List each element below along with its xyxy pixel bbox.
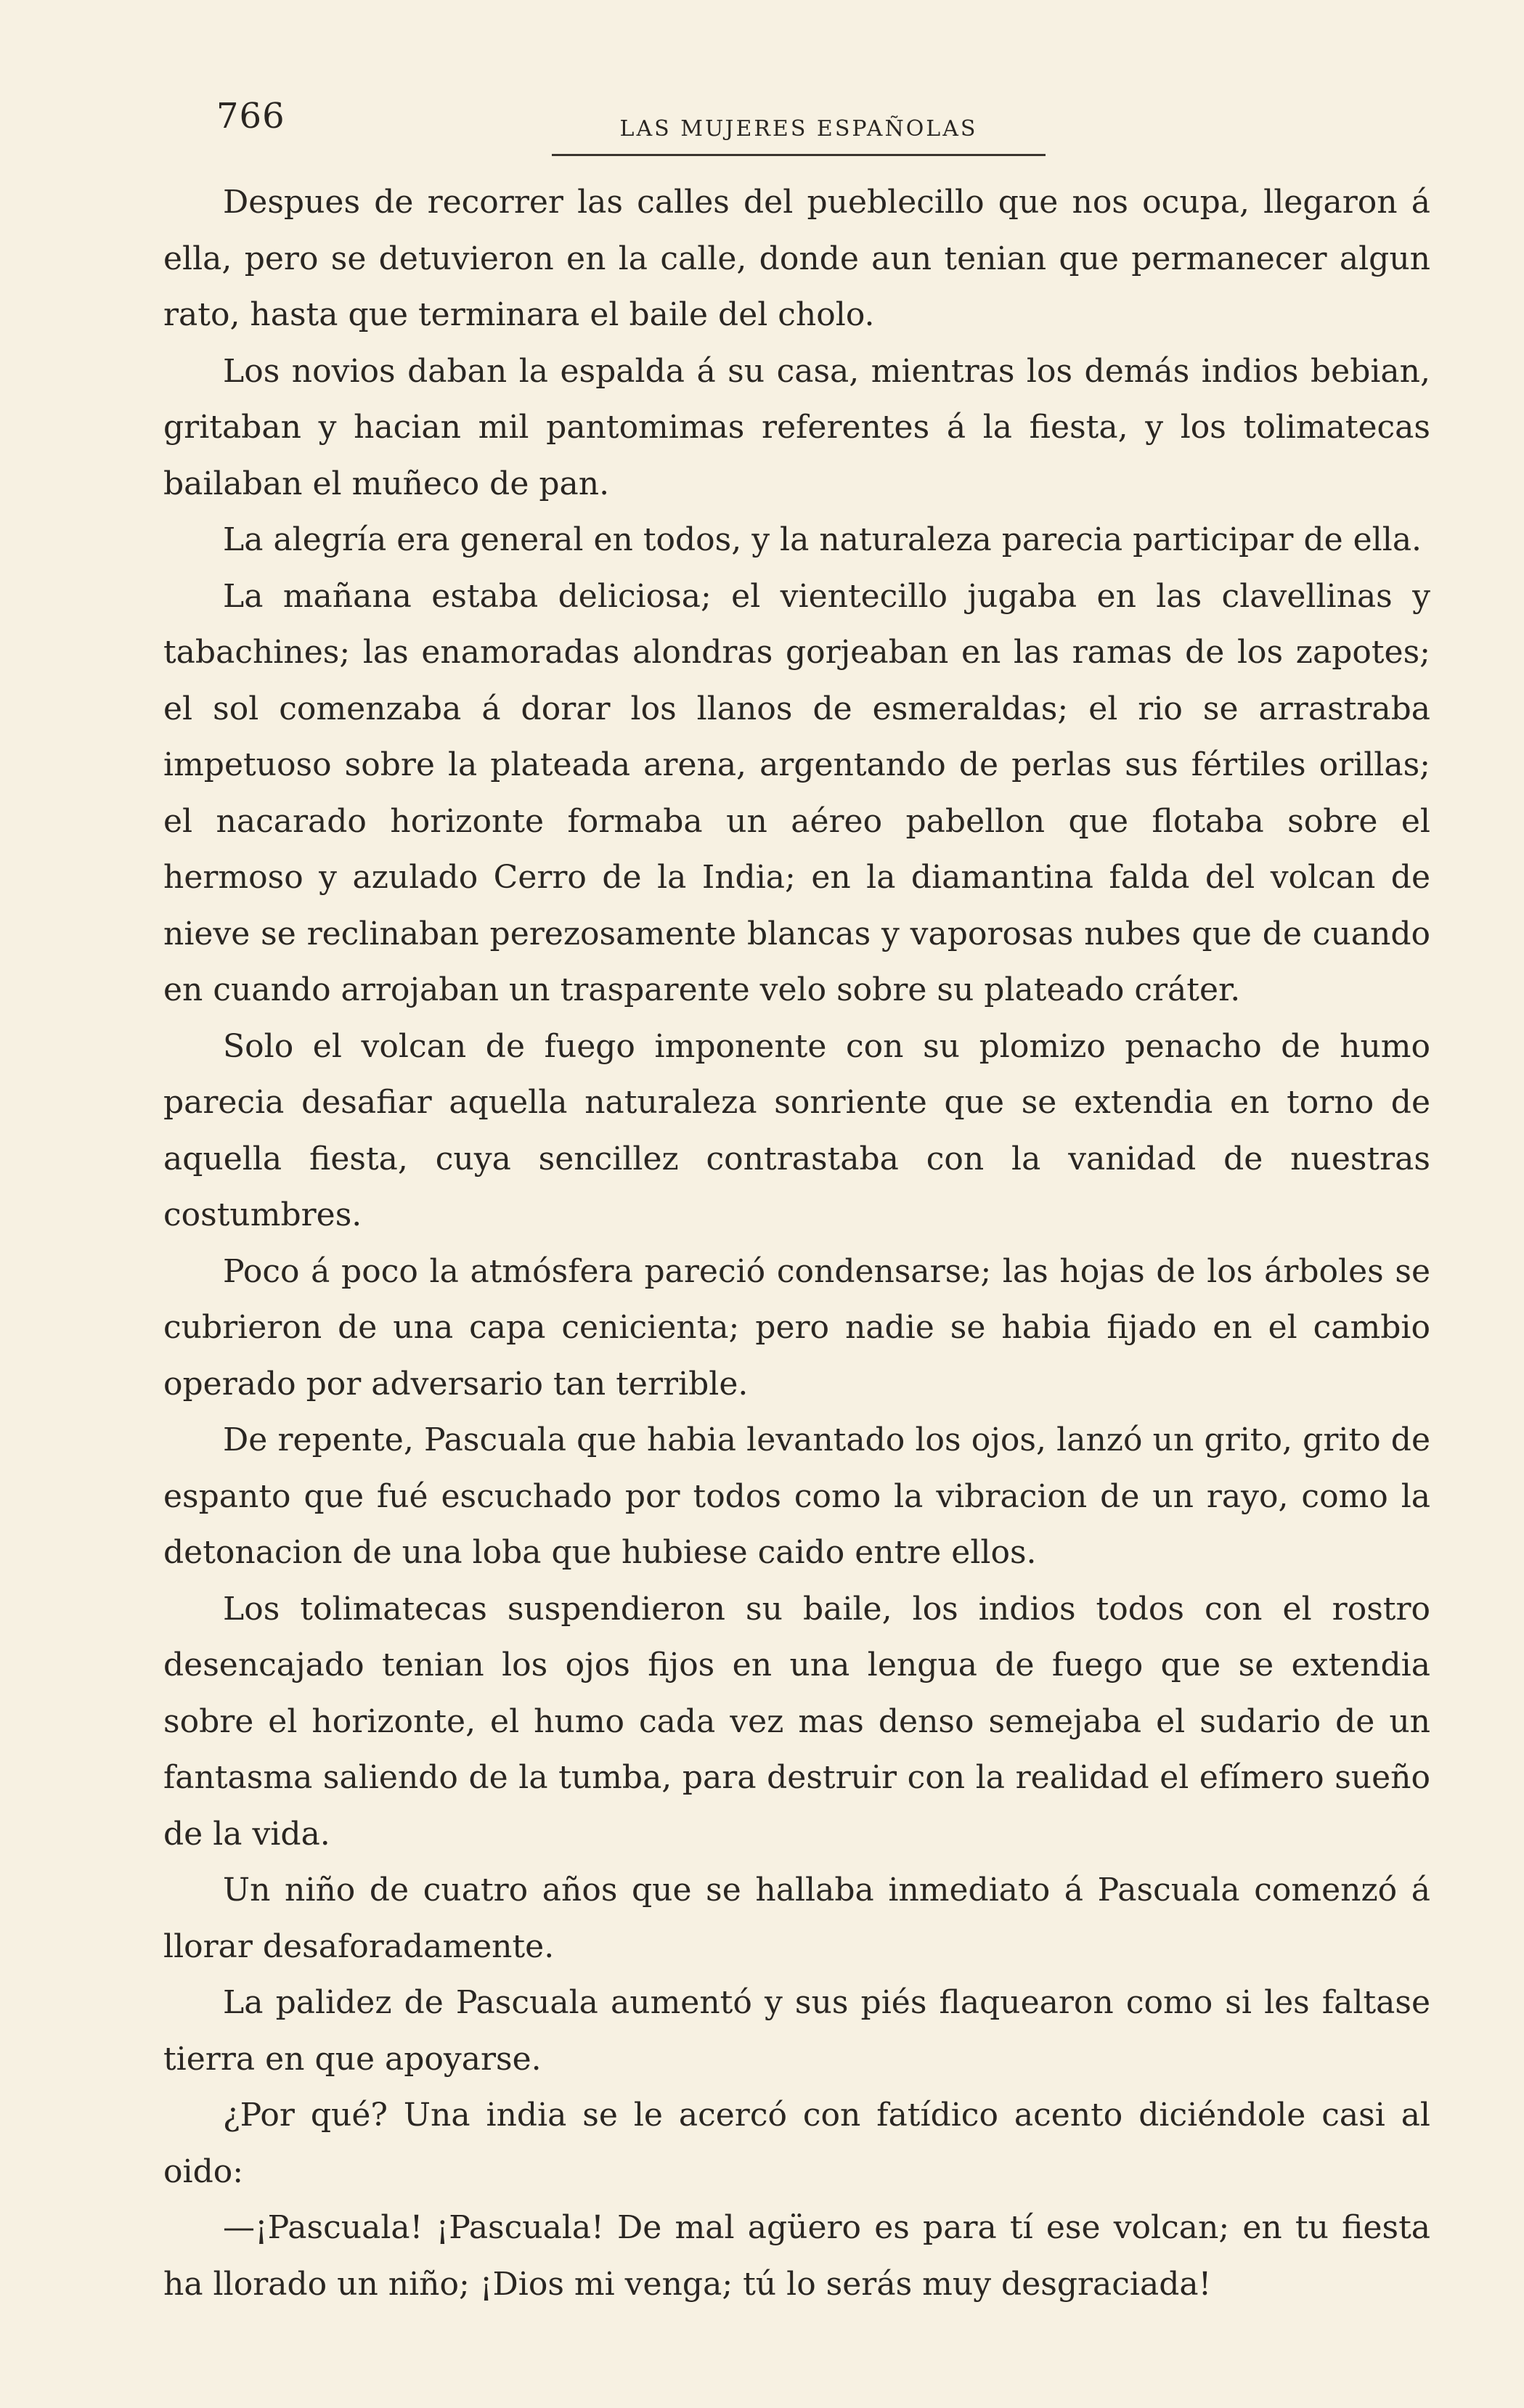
paragraph: La palidez de Pascuala aumentó y sus piés flaquearon como si les faltase tierra en que apoyarse. xyxy=(163,1984,1430,2078)
paragraph: Despues de recorrer las calles del pueblecillo que nos ocupa, llegaron á ella, pero se detuvieron en la calle, donde aun tenian que permanecer algun rato, hasta que terminara el baile del cholo. xyxy=(163,184,1430,333)
body-text xyxy=(163,174,1430,2312)
paragraph: —¡Pascuala! ¡Pascuala! De mal agüero es para tí ese volcan; en tu fiesta ha llorado un niño; ¡Dios mi venga; tú lo serás muy desgraciada! xyxy=(163,2209,1430,2303)
paragraph: ¿Por qué? Una india se le acercó con fatídico acento diciéndole casi al oido: xyxy=(163,2097,1430,2190)
paragraph: Poco á poco la atmósfera pareció condensarse; las hojas de los árboles se cubrieron de una capa cenicienta; pero nadie se habia fijado en el cambio operado por adversario tan terrible. xyxy=(163,1252,1430,1403)
paragraph: Un niño de cuatro años que se hallaba inmediato á Pascuala comenzó á llorar desaforadamente. xyxy=(163,1872,1430,1965)
paragraph: La mañana estaba deliciosa; el vientecillo jugaba en las clavellinas y tabachines; las enamoradas alondras gorjeaban en las ramas de los zapotes; el sol comenzaba á dorar los llanos de esmeraldas; el rio se arrastraba impetuoso sobre la plateada arena, argentando de perlas sus fértiles orillas; el nacarado horizonte formaba un aéreo pabellon que flotaba sobre el hermoso y azulado Cerro de la India; en la diamantina falda del volcan de nieve se reclinaban perezosamente blancas y vaporosas nubes que de cuando en cuando arrojaban un trasparente velo sobre su plateado cráter. xyxy=(163,577,1430,1008)
page-number: 766 xyxy=(216,96,285,136)
paragraph: Los tolimatecas suspendieron su baile, los indios todos con el rostro desencajado tenian los ojos fijos en una lengua de fuego que se extendia sobre el horizonte, el humo cada vez mas denso semejaba el sudario de un fantasma saliendo de la tumba, para destruir con la realidad el efímero sueño de la vida. xyxy=(163,1590,1430,1853)
running-head: LAS MUJERES ESPAÑOLAS xyxy=(619,116,978,142)
header-rule xyxy=(552,154,1046,156)
paragraph: Los novios daban la espalda á su casa, mientras los demás indios bebian, gritaban y hacian mil pantomimas referentes á la fiesta, y los tolimatecas bailaban el muñeco de pan. xyxy=(163,352,1430,502)
paragraph: La alegría era general en todos, y la naturaleza parecia participar de ella. xyxy=(223,521,1422,558)
paragraph: De repente, Pascuala que habia levantado los ojos, lanzó un grito, grito de espanto que fué escuchado por todos como la vibracion de un rayo, como la detonacion de una loba que hubiese caido entre ellos. xyxy=(163,1421,1430,1571)
paragraph: Solo el volcan de fuego imponente con su plomizo penacho de humo parecia desafiar aquella naturaleza sonriente que se extendia en torno de aquella fiesta, cuya sencillez contrastaba con la vanidad de nuestras costumbres. xyxy=(163,1027,1430,1233)
